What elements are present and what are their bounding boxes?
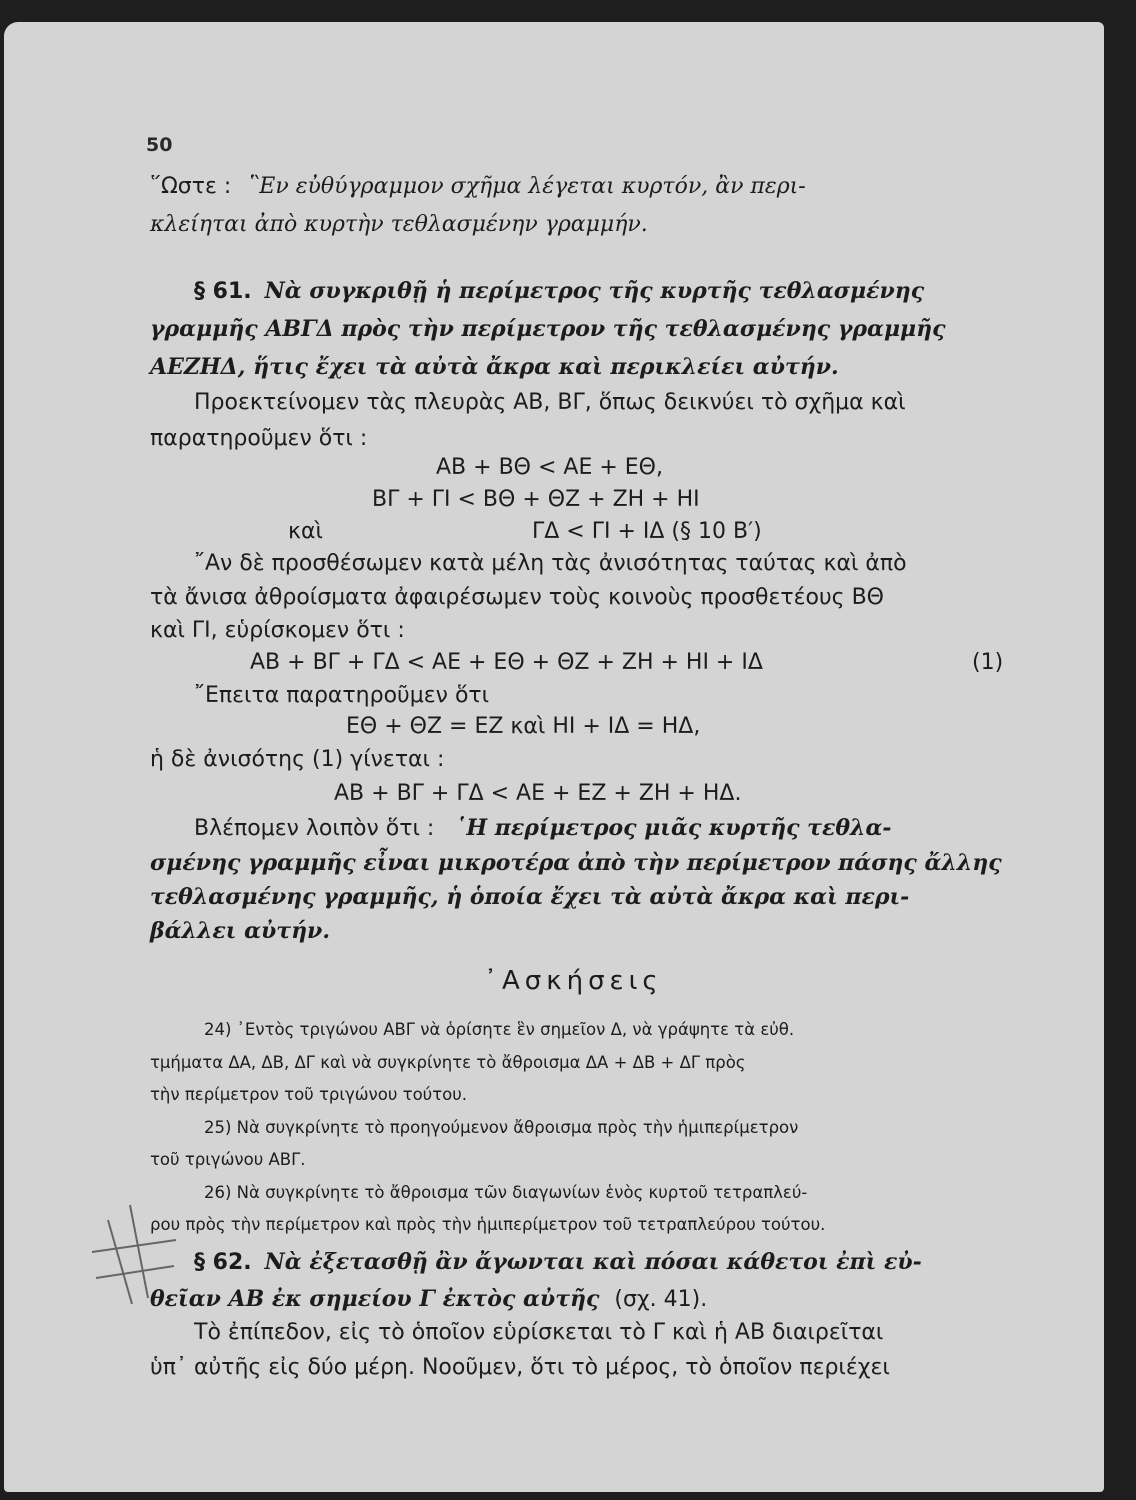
section-61-number: § 61. (194, 279, 252, 304)
section-61-title-1: Νὰ συγκριθῇ ἡ περίμετρος τῆς κυρτῆς τεθλασμένης (264, 278, 925, 304)
equation-4-tag: (1) (972, 650, 1004, 675)
conclusion-line-2: σμένης γραμμῆς εἶναι μικροτέρα ἀπὸ τὴν περίμετρον πάσης ἄλλης (150, 850, 1002, 876)
kai-label: καὶ (288, 519, 323, 544)
section-62-title-2: θεῖαν ΑΒ ἐκ σημείου Γ ἐκτὸς αὐτῆς (150, 1286, 600, 1312)
section-62-paragraph-line-2: ὑπ᾿ αὐτῆς εἰς δύο μέρη. Νοοῦμεν, ὅτι τὸ μέρος, τὸ ὁποῖον περιέχει (150, 1355, 890, 1380)
paragraph-2-line-2: τὰ ἄνισα ἀθροίσματα ἀφαιρέσωμεν τοὺς κοινοὺς προσθετέους ΒΘ (150, 585, 884, 610)
paragraph-2-line-1: ῎Αν δὲ προσθέσωμεν κατὰ μέλη τὰς ἀνισότητας ταύτας καὶ ἀπὸ (194, 551, 907, 576)
exercise-24-line-2: τμήματα ΔΑ, ΔΒ, ΔΓ καὶ νὰ συγκρίνητε τὸ ἄθροισμα ΔΑ + ΔΒ + ΔΓ πρὸς (150, 1053, 746, 1072)
section-62-paragraph-line-1: Τὸ ἐπίπεδον, εἰς τὸ ὁποῖον εὑρίσκεται τὸ Γ καὶ ἡ ΑΒ διαιρεῖται (194, 1320, 884, 1345)
hoste-label: ῞Ωστε : (150, 174, 232, 199)
equation-2: ΒΓ + ΓΙ < ΒΘ + ΘΖ + ΖΗ + ΗΙ (372, 487, 700, 512)
conclusion-italic-1: ῾Η περίμετρος μιᾶς κυρτῆς τεθλα- (455, 815, 892, 841)
section-62-title-line-2 (150, 1284, 707, 1315)
paragraph-1-line-2: παρατηροῦμεν ὅτι : (150, 426, 368, 451)
exercise-26-line-1: 26) Νὰ συγκρίνητε τὸ ἄθροισμα τῶν διαγωνίων ἑνὸς κυρτοῦ τετραπλεύ- (204, 1183, 808, 1202)
book-page (4, 22, 1104, 1492)
definition-text-1: ῝Εν εὐθύγραμμον σχῆμα λέγεται κυρτόν, ἂν περι- (248, 174, 806, 199)
section-61-title-line-3: ΑΕΖΗΔ, ἥτις ἔχει τὰ αὐτὰ ἄκρα καὶ περικλείει αὐτήν. (150, 354, 839, 380)
equation-5: ΕΘ + ΘΖ = ΕΖ καὶ ΗΙ + ΙΔ = ΗΔ, (346, 714, 701, 739)
page-number: 50 (146, 134, 173, 156)
definition-line-2: κλείηται ἀπὸ κυρτὴν τεθλασμένην γραμμήν. (150, 212, 648, 237)
paragraph-4: ἡ δὲ ἀνισότης (1) γίνεται : (150, 747, 445, 772)
conclusion-start: Βλέπομεν λοιπὸν ὅτι : (194, 816, 435, 841)
definition-line-1 (150, 172, 806, 202)
section-62-title-line-1 (194, 1247, 922, 1278)
figure-reference: (σχ. 41). (614, 1287, 708, 1312)
conclusion-line-4: βάλλει αὐτήν. (150, 918, 330, 944)
exercise-25-line-2: τοῦ τριγώνου ΑΒΓ. (150, 1150, 306, 1169)
section-61-title-line-1 (194, 276, 924, 307)
section-62-number: § 62. (194, 1250, 252, 1275)
exercise-25-line-1: 25) Νὰ συγκρίνητε τὸ προηγούμενον ἄθροισμα πρὸς τὴν ἡμιπερίμετρον (204, 1118, 799, 1137)
section-61-title-line-2: γραμμῆς ΑΒΓΔ πρὸς τὴν περίμετρον τῆς τεθλασμένης γραμμῆς (150, 316, 946, 342)
exercise-26-line-2: ρου πρὸς τὴν περίμετρον καὶ πρὸς τὴν ἡμιπερίμετρον τοῦ τετραπλεύρου τούτου. (150, 1215, 826, 1234)
equation-3: ΓΔ < ΓΙ + ΙΔ (§ 10 Β′) (532, 519, 762, 544)
equation-1: ΑΒ + ΒΘ < ΑΕ + ΕΘ, (436, 455, 663, 480)
exercises-heading: ᾿Ασκήσεις (484, 966, 663, 996)
paragraph-2-line-3: καὶ ΓΙ, εὑρίσκομεν ὅτι : (150, 618, 405, 643)
exercise-24-line-3: τὴν περίμετρον τοῦ τριγώνου τούτου. (150, 1085, 468, 1104)
exercise-24-line-1: 24) ᾿Εντὸς τριγώνου ΑΒΓ νὰ ὁρίσητε ἓν σημεῖον Δ, νὰ γράψητε τὰ εὐθ. (204, 1020, 795, 1039)
conclusion-line-1 (194, 813, 892, 844)
conclusion-line-3: τεθλασμένης γραμμῆς, ἡ ὁποία ἔχει τὰ αὐτὰ ἄκρα καὶ περι- (150, 884, 910, 910)
equation-4: ΑΒ + ΒΓ + ΓΔ < ΑΕ + ΕΘ + ΘΖ + ΖΗ + ΗΙ + ΙΔ (250, 650, 763, 675)
section-62-title-1: Νὰ ἐξετασθῇ ἂν ἄγωνται καὶ πόσαι κάθετοι ἐπὶ εὐ- (264, 1249, 922, 1275)
equation-6: ΑΒ + ΒΓ + ΓΔ < ΑΕ + ΕΖ + ΖΗ + ΗΔ. (334, 781, 742, 806)
paragraph-1-line-1: Προεκτείνομεν τὰς πλευρὰς ΑΒ, ΒΓ, ὅπως δεικνύει τὸ σχῆμα καὶ (194, 390, 906, 415)
paragraph-3: ῎Επειτα παρατηροῦμεν ὅτι (194, 683, 490, 708)
